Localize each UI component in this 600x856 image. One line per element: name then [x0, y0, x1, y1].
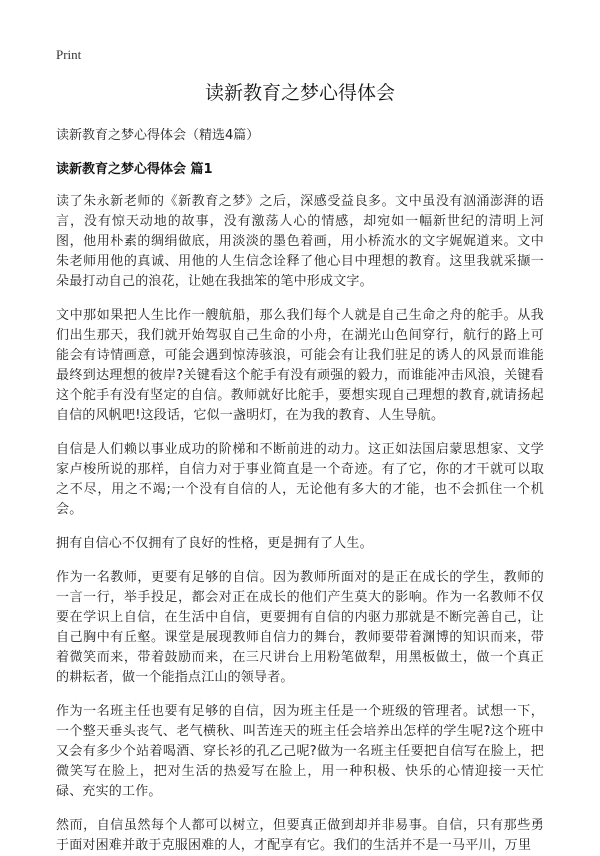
- paragraph-5: 作为一名教师，更要有足够的自信。因为教师所面对的是正在成长的学生，教师的一言一行，举手投足，都会对正在成长的他们产生莫大的影响。作为一名教师不仅要在学识上自信，在生活中自信，更要拥有自信的内驱力那就是不断完善自己，让自己胸中有丘壑。课堂是展现教师自信力的舞台，教师要带着渊博的知识而来，带着微笑而来，带着鼓励而来，在三尺讲台上用粉笔做犁，用黑板做土，做一个真正的耕耘者，做一个能指点江山的领导者。: [56, 570, 544, 685]
- paragraph-2: 文中那如果把人生比作一艘航船，那么我们每个人就是自己生命之舟的舵手。从我们出生那天，我们就开始驾驭自己生命的小舟，在湖光山色间穿行，航行的路上可能会有诗情画意，可能会遇到惊涛骇浪，可能会有让我们驻足的诱人的风景而谁能最终到达理想的彼岸?关键看这个舵手有没有顽强的毅力，而谁能冲击风浪，关键看这个舵手有没有坚定的自信。教师就好比舵手，要想实现自己理想的教育,就请扬起自信的风帆吧!这段话，它似一盏明灯，在为我的教育、人生导航。: [56, 308, 544, 423]
- paragraph-3: 自信是人们赖以事业成功的阶梯和不断前进的动力。这正如法国启蒙思想家、文学家卢梭所说的那样，自信力对于事业简直是一个奇迹。有了它，你的才干就可以取之不尽，用之不竭;一个没有自信的人，无论他有多大的才能，也不会抓住一个机会。: [56, 442, 544, 517]
- page-title: 读新教育之梦心得体会: [204, 82, 395, 104]
- paragraph-4: 拥有自信心不仅拥有了良好的性格，更是拥有了人生。: [56, 536, 373, 551]
- section-heading: 读新教育之梦心得体会 篇1: [56, 162, 213, 177]
- paragraph-6: 作为一名班主任也要有足够的自信，因为班主任是一个班级的管理者。试想一下，一个整天垂头丧气、老气横秋、叫苦连天的班主任会培养出怎样的学生呢?这个班中又会有多少个站着喝酒、穿长衫的孔乙己呢?做为一名班主任要把自信写在脸上，把微笑写在脸上，把对生活的热爱写在脸上，用一种积极、快乐的心情迎接一天忙碌、充实的工作。: [56, 704, 544, 799]
- paragraph-1: 读了朱永新老师的《新教育之梦》之后，深感受益良多。文中虽没有汹涌澎湃的语言，没有惊天动地的故事，没有激荡人心的情感，却宛如一幅新世纪的清明上河图，他用朴素的绸绢做底，用淡淡的墨色着画，用小桥流水的文字娓娓道来。文中朱老师用他的真诚、用他的人生信念诠释了他心目中理想的教育。这里我就采撷一朵最打动自己的浪花，让她在我拙笨的笔中形成文字。: [56, 194, 544, 289]
- print-label: Print: [56, 47, 82, 62]
- document-subtitle: 读新教育之梦心得体会（精选4篇）: [56, 128, 260, 143]
- paragraph-7: 然而，自信虽然每个人都可以树立，但要真正做到却并非易事。自信，只有那些勇于面对困难并敢于克服困难的人，才配享有它。我们的生活并不是一马平川，万里: [56, 818, 544, 853]
